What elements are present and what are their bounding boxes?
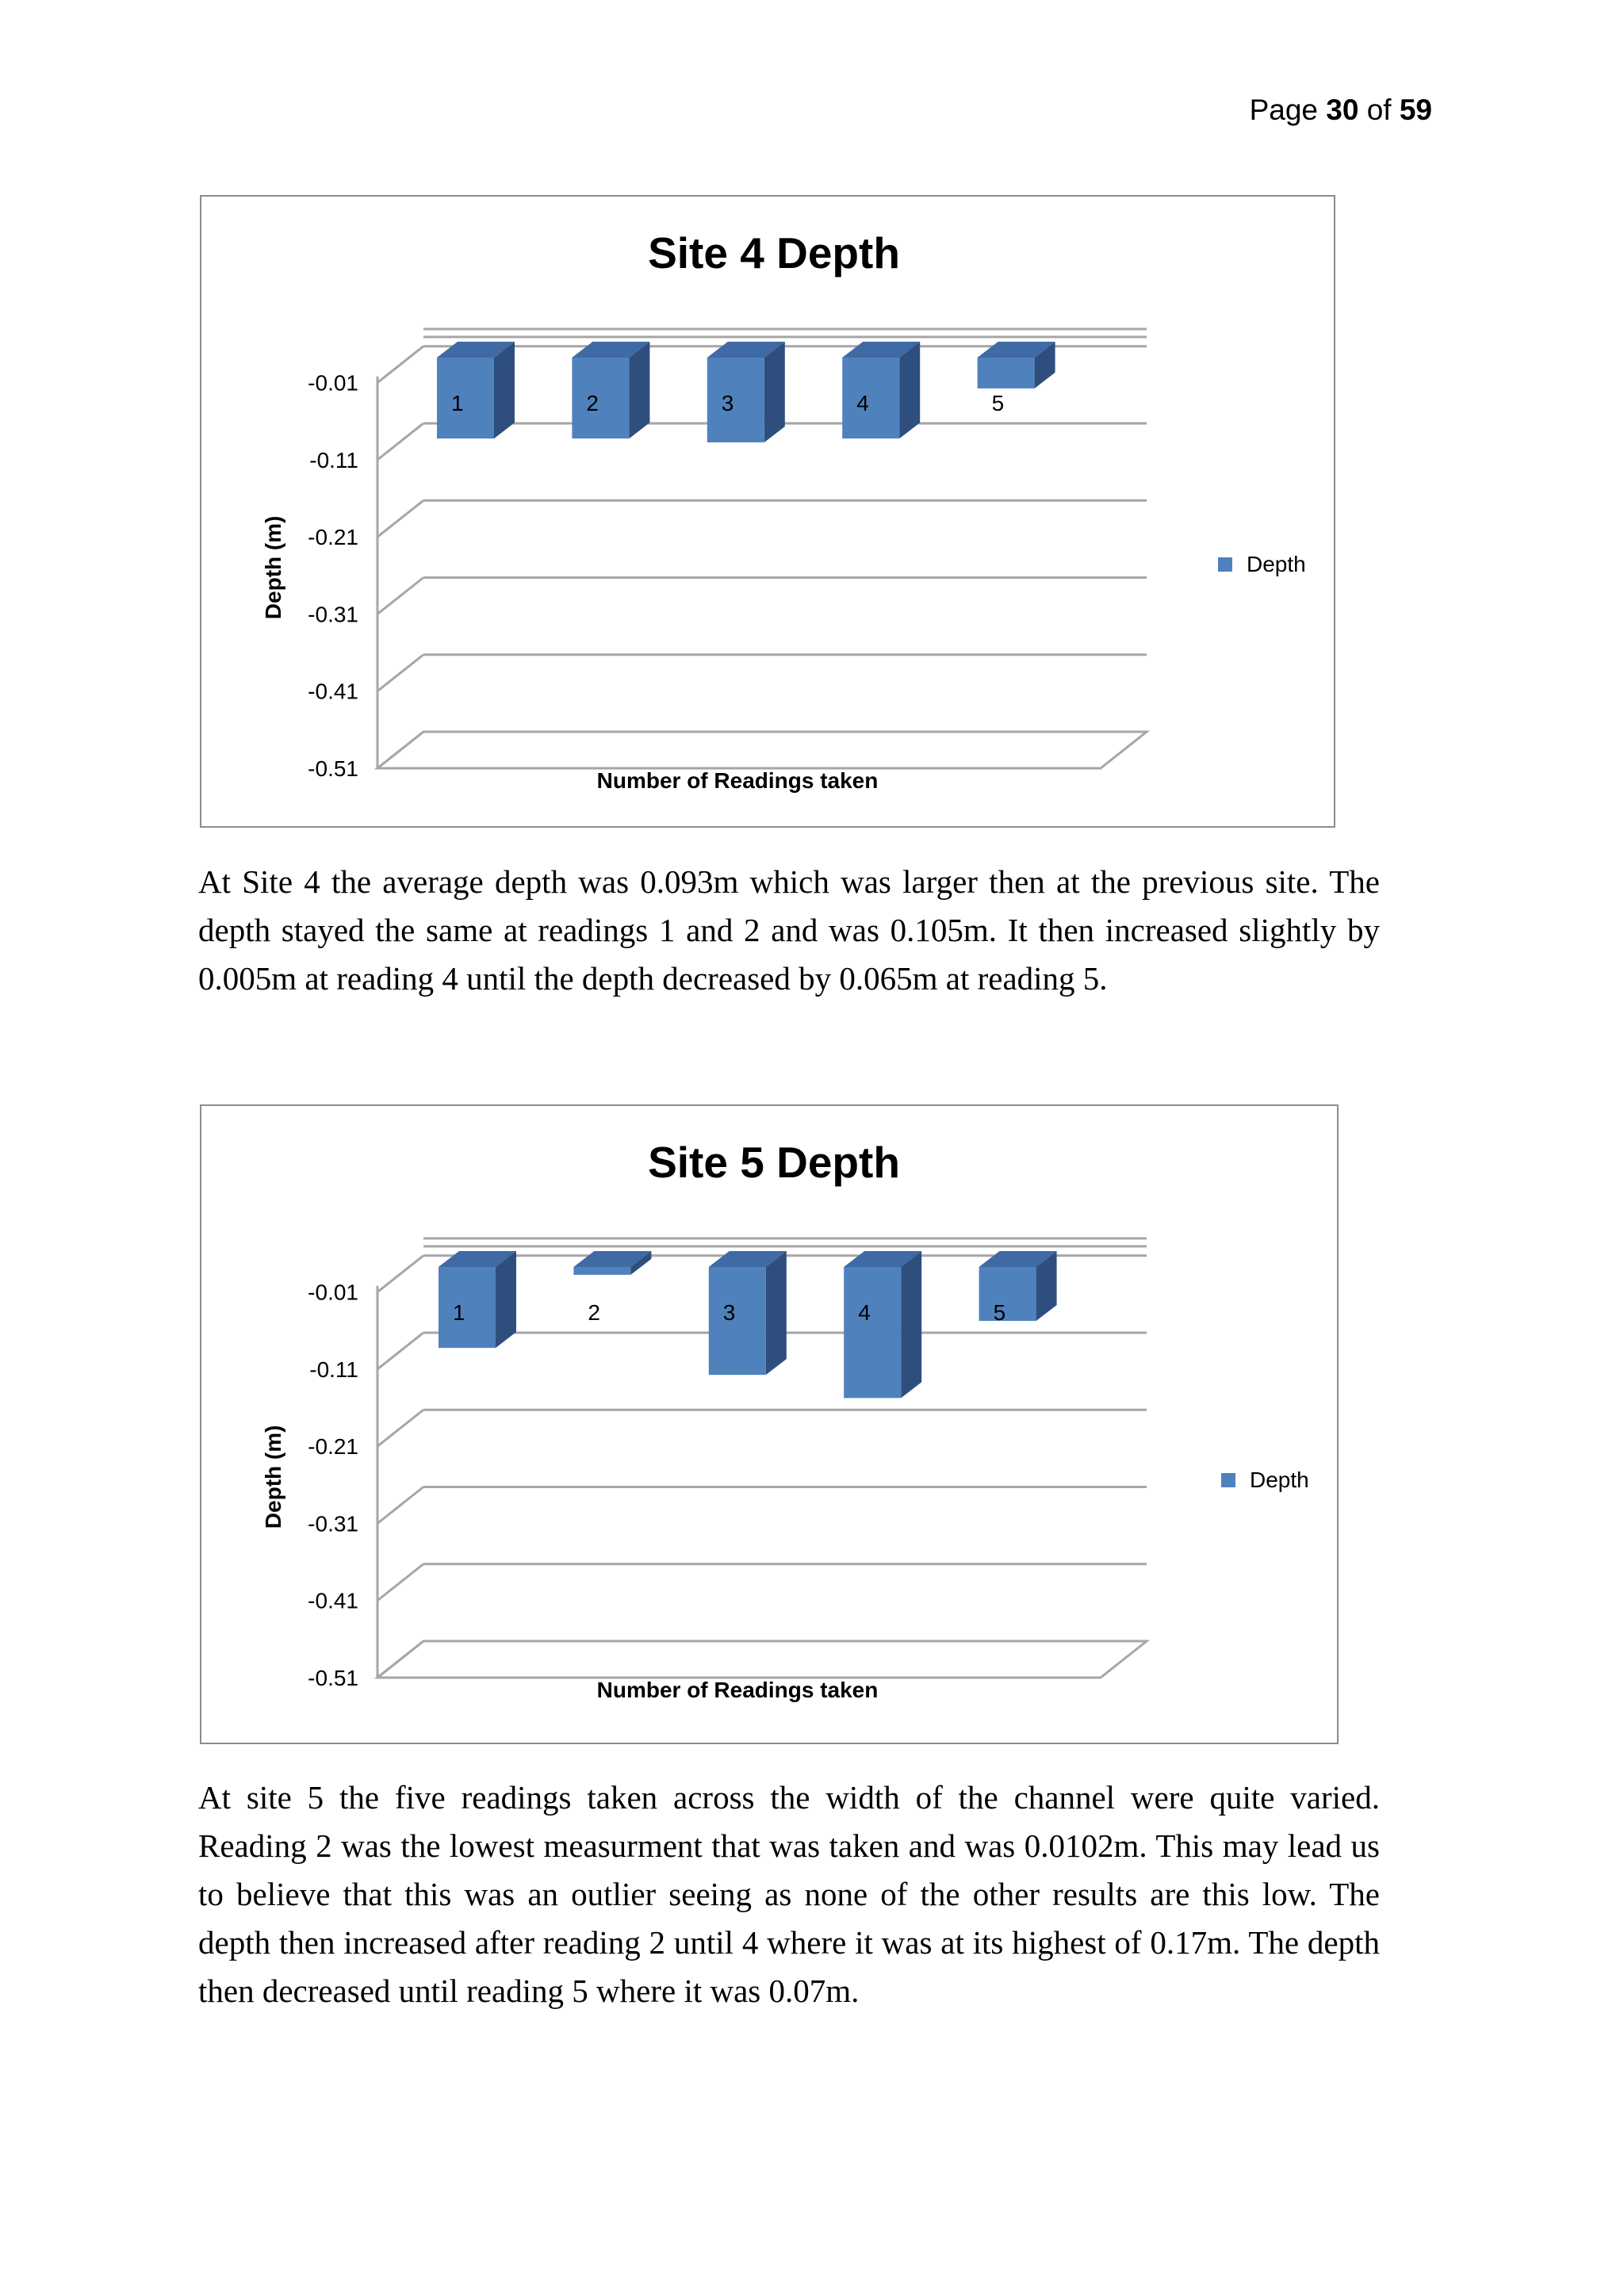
chart-1-y-tick-label: -0.21 (308, 1434, 358, 1460)
chart-1-y-tick-label: -0.41 (308, 1588, 358, 1613)
chart-0-bar-side (494, 342, 515, 438)
chart-1-category-label: 3 (722, 1300, 736, 1325)
chart-0-category-label: 5 (991, 391, 1005, 415)
chart-1-bar (709, 1267, 766, 1375)
chart-0-y-tick-label: -0.51 (308, 756, 358, 781)
chart-1-floor (377, 1641, 1147, 1678)
chart-0-title: Site 4 Depth (648, 228, 900, 277)
chart-1-category-label: 4 (858, 1300, 871, 1325)
site-4-depth-chart (200, 195, 1335, 828)
chart-0-gridline-side (377, 655, 423, 691)
chart-1-legend-swatch (1221, 1473, 1235, 1487)
chart-1-gridline-side (377, 1256, 423, 1292)
chart-0-category-label: 2 (586, 391, 599, 415)
chart-1-bar-side (496, 1251, 516, 1348)
chart-1-gridline-side (377, 1564, 423, 1601)
chart-0-bar (572, 358, 629, 438)
chart-0-y-tick-label: -0.31 (308, 602, 358, 627)
chart-0-gridline-side (377, 500, 423, 537)
chart-0-x-axis-title: Number of Readings taken (596, 768, 879, 793)
chart-1-y-tick-label: -0.11 (309, 1357, 358, 1382)
chart-1-title: Site 5 Depth (648, 1138, 900, 1187)
chart-0-bar-side (764, 342, 785, 442)
chart-1-gridline-side (377, 1333, 423, 1369)
site-5-paragraph: At site 5 the five readings taken across the width of the channel were quite varied. Reading 2 was the lowest measurment that was taken and was 0.0102m. This may lead us to believe that this was an outlier seeing as none of the other results are this low. The depth then increased after reading 2 until 4 where it was at its highest of 0.17m. The depth then decreased until reading 5 where it was 0.07m. (198, 1779, 1380, 2009)
chart-1-bar (573, 1267, 630, 1275)
chart-1-y-tick-label: -0.51 (308, 1666, 358, 1690)
chart-0-bar (842, 358, 899, 438)
site-4-depth-chart-svg (201, 197, 1337, 829)
chart-0-gridline-side (377, 577, 423, 614)
chart-1-bar (979, 1267, 1036, 1321)
chart-1-gridline-side (377, 1410, 423, 1446)
chart-0-y-tick-label: -0.01 (308, 370, 358, 396)
chart-1-category-label: 5 (993, 1300, 1006, 1325)
page-number-current: 30 (1326, 94, 1359, 126)
page-number-prefix: Page (1249, 94, 1327, 126)
chart-0-bar (978, 358, 1035, 388)
chart-1-x-axis-title: Number of Readings taken (596, 1678, 879, 1702)
site-4-paragraph: At Site 4 the average depth was 0.093m which was larger then at the previous site. The depth stayed the same at readings 1 and 2 and was 0.105m. It then increased slightly by 0.005m at reading 4 until the depth decreased by 0.065m at reading 5. (198, 863, 1380, 997)
site-5-depth-chart (200, 1104, 1339, 1744)
chart-0-bar-side (899, 342, 920, 438)
chart-0-bar-side (629, 342, 649, 438)
chart-1-category-label: 1 (453, 1300, 465, 1325)
chart-0-category-label: 3 (721, 391, 734, 415)
chart-0-legend-swatch (1218, 557, 1232, 572)
page-number-separator: of (1358, 94, 1400, 126)
chart-0-gridline-side (377, 346, 423, 383)
page-number (1229, 94, 1432, 127)
chart-0-y-axis-title: Depth (m) (261, 515, 285, 620)
chart-0-gridline-side (377, 423, 423, 460)
chart-1-y-axis-title: Depth (m) (261, 1425, 285, 1529)
chart-0-y-tick-label: -0.11 (309, 447, 358, 473)
chart-0-floor (377, 732, 1147, 768)
chart-1-bar-side (766, 1251, 787, 1375)
chart-0-bar (707, 358, 764, 442)
chart-1-y-tick-label: -0.01 (308, 1280, 358, 1305)
page-number-total: 59 (1399, 94, 1432, 126)
chart-0-y-tick-label: -0.41 (308, 679, 358, 704)
chart-1-bar (439, 1267, 496, 1348)
chart-1-bar (844, 1267, 901, 1398)
chart-0-category-label: 4 (856, 391, 869, 415)
chart-1-category-label: 2 (588, 1300, 600, 1325)
chart-1-bar-side (901, 1251, 921, 1398)
chart-1-legend-label: Depth (1250, 1468, 1309, 1492)
chart-0-legend-label: Depth (1247, 552, 1306, 576)
chart-1-gridline-side (377, 1487, 423, 1523)
chart-0-bar (437, 358, 494, 438)
chart-0-category-label: 1 (451, 391, 464, 415)
chart-1-y-tick-label: -0.31 (308, 1511, 358, 1536)
chart-0-y-tick-label: -0.21 (308, 525, 358, 550)
site-5-depth-chart-svg (201, 1106, 1340, 1746)
